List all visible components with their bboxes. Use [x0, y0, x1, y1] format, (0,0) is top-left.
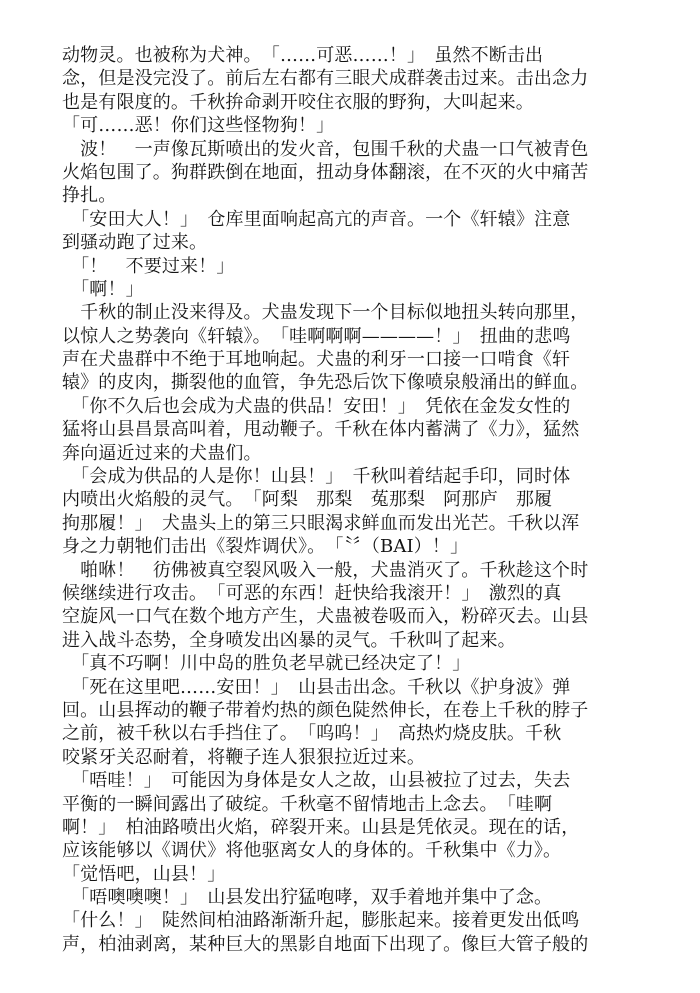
text-line: 声，柏油剥离，某种巨大的黑影自地面下出现了。像巨大管子般的 — [62, 933, 589, 955]
text-line: 空旋风一口气在数个地方产生，犬蛊被卷吸而入，粉碎灭去。山县 — [62, 606, 589, 628]
text-line: 到骚动跑了过来。 — [62, 232, 208, 254]
text-line: 猛将山县昌景高叫着，甩动鞭子。千秋在体内蓄满了《力》，猛然 — [62, 419, 580, 441]
text-line: 「会成为供品的人是你！山县！」 千秋叫着结起手印，同时体 — [62, 466, 571, 488]
text-line: 平衡的一瞬间露出了破绽。千秋毫不留情地击上念去。 「哇啊 — [62, 793, 553, 815]
text-line: 啊！」 柏油路喷出火焰，碎裂开来。山县是凭依灵。现在的话， — [62, 816, 580, 838]
text-line: 之前，被千秋以右手挡住了。 「呜呜！」 高热灼烧皮肤。千秋 — [62, 723, 562, 745]
text-line: 动物灵。也被称为犬神。 「……可恶……！」 虽然不断击出 — [62, 45, 544, 66]
text-line: 拘那履！」 犬蛊头上的第三只眼渴求鲜血而发出光芒。千秋以浑 — [62, 512, 580, 534]
text-line: 啪咻！ 彷佛被真空裂风吸入一般，犬蛊消灭了。千秋趁这个时 — [62, 559, 589, 581]
text-line: 内喷出火焰般的灵气。 「阿梨 那梨 菟那梨 阿那庐 那履 — [62, 489, 553, 511]
text-line: 「你不久后也会成为犬蛊的供品！安田！」 凭依在金发女性的 — [62, 395, 571, 417]
text-line: 也是有限度的。千秋拚命剥开咬住衣服的野狗，大叫起来。 — [62, 91, 534, 113]
text-line: 「什么！」 陡然间柏油路渐渐升起，膨胀起来。接着更发出低鸣 — [62, 910, 580, 932]
text-line: 「！ 不要过来！」 — [62, 255, 235, 277]
text-line: 「唔哇！」 可能因为身体是女人之故，山县被拉了过去，失去 — [62, 770, 571, 792]
text-line: 千秋的制止没来得及。犬蛊发现下一个目标似地扭头转向那里， — [62, 302, 589, 324]
text-line: 身之力朝牠们击出《裂炸调伏》。 「〝〞（BAI）！」 — [62, 536, 469, 558]
text-line: 应该能够以《调伏》将他驱离女人的身体的。千秋集中《力》。 — [62, 840, 562, 862]
text-line: 「可……恶！你们这些怪物狗！」 — [62, 115, 335, 137]
text-line: 火焰包围了。狗群跌倒在地面，扭动身体翻滚，在不灭的火中痛苦 — [62, 161, 589, 183]
novel-page-text — [62, 44, 642, 956]
text-line: 以惊人之势袭向《轩辕》。 「哇啊啊啊————！」 扭曲的悲鸣 — [62, 325, 571, 347]
text-line: 「安田大人！」 仓库里面响起高亢的声音。一个《轩辕》注意 — [62, 208, 571, 230]
text-line: 念，但是没完没了。前后左右都有三眼犬成群袭击过来。击出念力 — [62, 68, 589, 90]
text-line: 「觉悟吧，山县！」 — [62, 863, 226, 885]
text-line: 进入战斗态势，全身喷发出凶暴的灵气。千秋叫了起来。 — [62, 629, 516, 651]
text-line: 波！ 一声像瓦斯喷出的发火音，包围千秋的犬蛊一口气被青色 — [62, 138, 589, 160]
text-line: 咬紧牙关忍耐着，将鞭子连人狠狠拉近过来。 — [62, 746, 425, 768]
text-line: 「啊！」 — [62, 278, 144, 300]
text-line: 候继续进行攻击。 「可恶的东西！赶快给我滚开！」 激烈的真 — [62, 582, 562, 604]
text-line: 辕》的皮肉，撕裂他的血管，争先恐后饮下像喷泉般涌出的鲜血。 — [62, 372, 589, 394]
text-line: 挣扎。 — [62, 185, 117, 207]
text-line: 回。山县挥动的鞭子带着灼热的颜色陡然伸长，在卷上千秋的脖子 — [62, 699, 589, 721]
text-line: 「唔噢噢噢！」 山县发出狞猛咆哮，双手着地并集中了念。 — [62, 887, 553, 909]
text-line: 奔向逼近过来的犬蛊们。 — [62, 442, 262, 464]
text-line: 声在犬蛊群中不绝于耳地响起。犬蛊的利牙一口接一口啃食《轩 — [62, 349, 571, 371]
text-line: 「真不巧啊！川中岛的胜负老早就已经决定了！」 — [62, 653, 471, 675]
text-line: 「死在这里吧……安田！」 山县击出念。千秋以《护身波》弹 — [62, 676, 571, 698]
